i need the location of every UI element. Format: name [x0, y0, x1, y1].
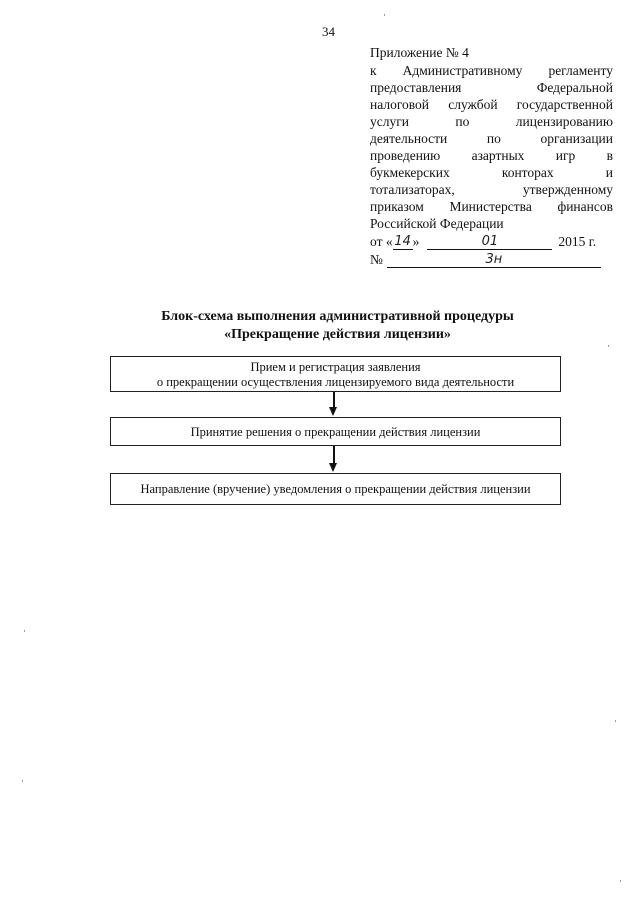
- appendix-line: тотализаторах, утвержденному: [370, 182, 613, 197]
- flowchart-step-2: [110, 417, 561, 446]
- scan-speck: [620, 880, 621, 882]
- flowchart-title-line2: «Прекращение действия лицензии»: [224, 327, 451, 342]
- flowchart-step-3: [110, 473, 561, 505]
- order-number-blank: [387, 252, 601, 268]
- scan-speck: [608, 345, 609, 347]
- flowchart-heading: [100, 308, 575, 344]
- date-day-handwritten: 14: [394, 234, 411, 249]
- date-month-handwritten: 01: [481, 234, 499, 249]
- scan-speck: [384, 14, 385, 16]
- date-quote-close: »: [412, 234, 420, 249]
- step-3-line1: Направление (вручение) уведомления о прекращении действия лицензии: [140, 482, 531, 496]
- step-1-line2: о прекращении осуществления лицензируемого вида деятельности: [156, 375, 515, 389]
- order-number-line: [370, 250, 613, 268]
- appendix-line: приказом Министерства финансов: [370, 199, 613, 214]
- appendix-title: Приложение № 4: [370, 45, 469, 60]
- number-sign: №: [370, 252, 383, 267]
- appendix-line: услуги по лицензированию: [370, 114, 613, 129]
- scan-speck: [615, 720, 616, 722]
- step-2-line1: Принятие решения о прекращении действия лицензии: [190, 425, 481, 439]
- order-number-handwritten: 3н: [485, 252, 503, 267]
- appendix-line: деятельности по организации: [370, 131, 613, 146]
- date-month-blank: [427, 234, 552, 250]
- step-1-line1: Прием и регистрация заявления: [250, 360, 421, 374]
- appendix-line: к Административному регламенту: [370, 63, 613, 78]
- appendix-block: [370, 44, 613, 268]
- date-day-blank: [393, 234, 413, 250]
- appendix-line: предоставления Федеральной: [370, 80, 613, 95]
- appendix-body: [370, 62, 613, 232]
- scan-speck: [22, 780, 23, 782]
- flowchart-step-1: [110, 356, 561, 392]
- date-prefix: от «: [370, 234, 393, 249]
- appendix-line: Российской Федерации: [370, 216, 504, 231]
- appendix-line: букмекерских конторах и: [370, 165, 613, 180]
- scan-speck: [24, 630, 25, 632]
- appendix-line: налоговой службой государственной: [370, 97, 613, 112]
- order-date-line: [370, 232, 613, 250]
- page-number: 34: [322, 24, 335, 39]
- flowchart-title-line1: Блок-схема выполнения административной процедуры: [161, 309, 514, 324]
- date-year: 2015 г.: [558, 234, 597, 249]
- appendix-line: проведению азартных игр в: [370, 148, 613, 163]
